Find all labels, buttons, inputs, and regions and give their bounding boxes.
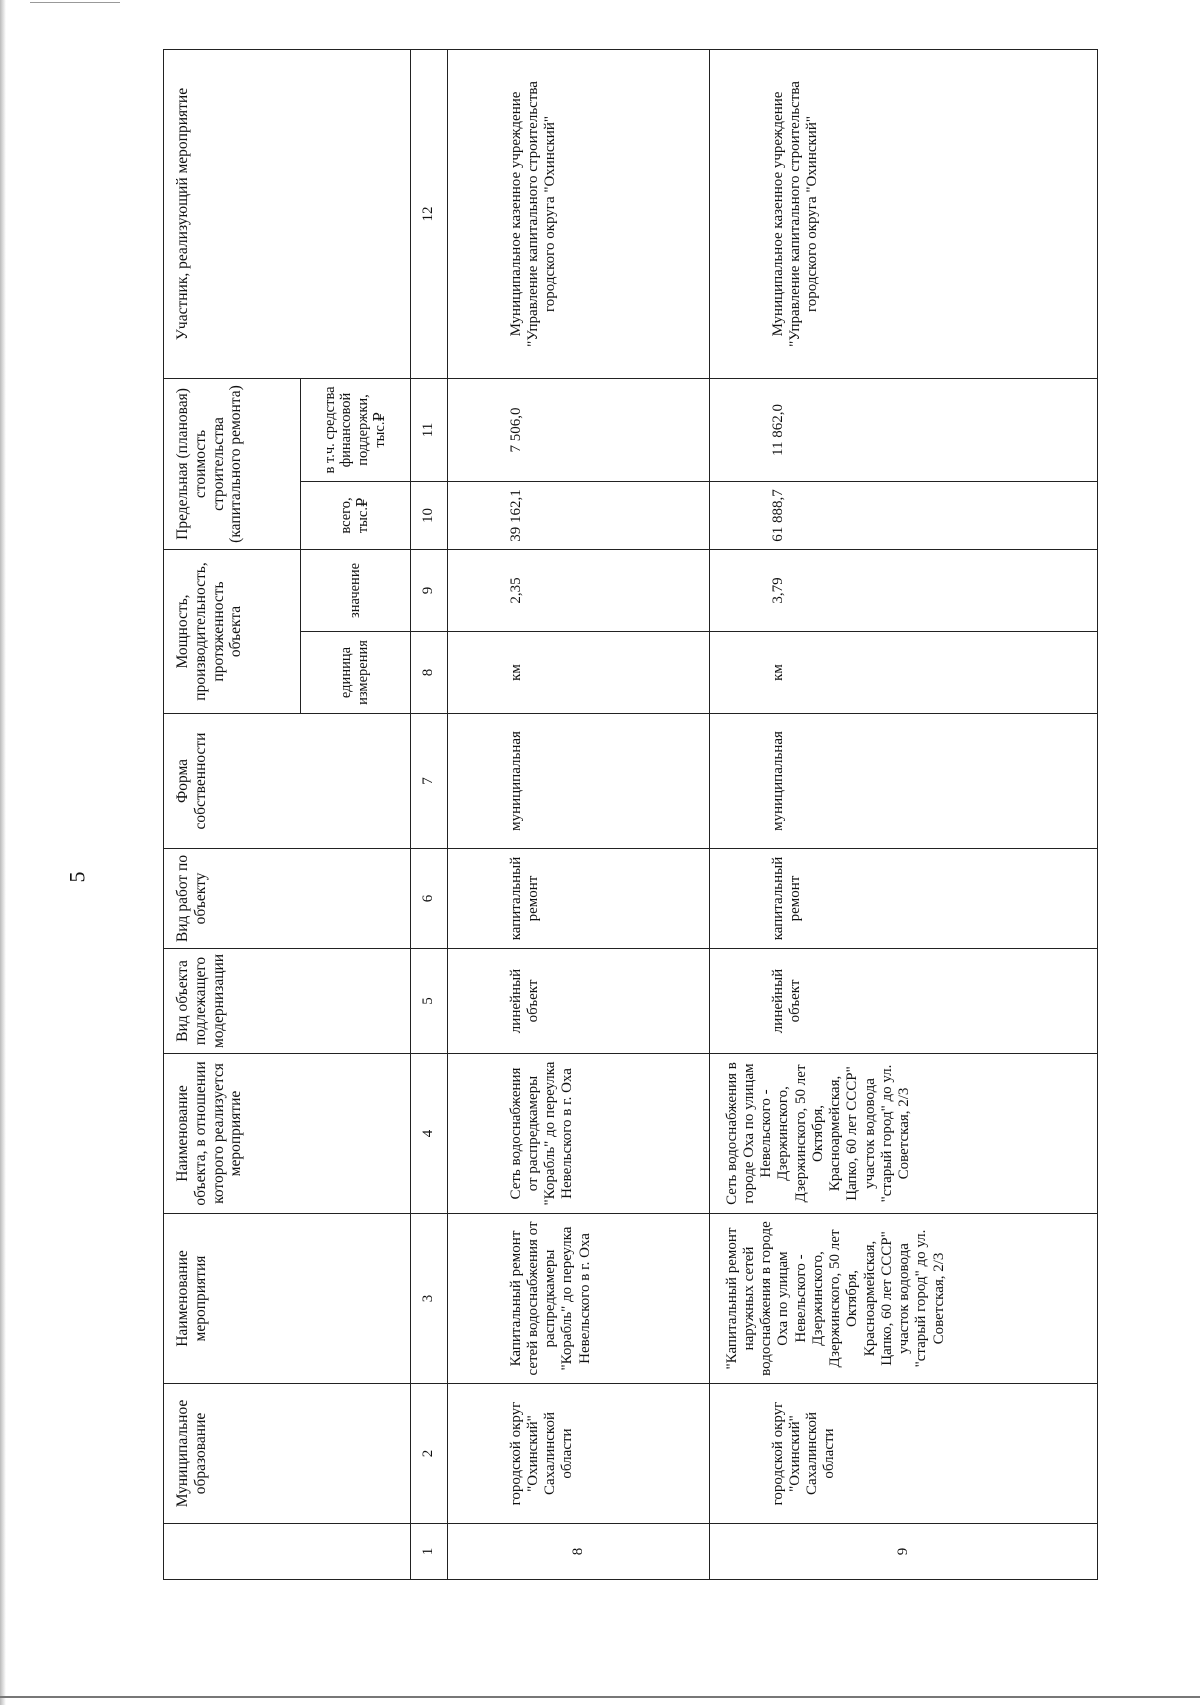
header-participant: Участник, реализующий мероприятие <box>164 49 411 378</box>
column-number: 9 <box>410 549 447 631</box>
object-name-cell: Сеть водоснабжения в городе Оха по улицам Невельского - Дзержинского, Дзержинского, 50 лет Октября, Красноармейская, Цапко, 60 лет СССР" участок водовода "старый город" до ул. Советская, 2/3 <box>709 1054 1097 1214</box>
column-number: 7 <box>410 714 447 849</box>
projects-table <box>163 49 1098 1580</box>
column-number: 10 <box>410 481 447 549</box>
municipality-cell: городской округ "Охинский" Сахалинской области <box>709 1384 1097 1524</box>
header-ownership: Форма собственности <box>164 714 411 849</box>
column-number: 6 <box>410 849 447 949</box>
header-cost-support: в т.ч. средства финансовой поддержки, тыс.₽ <box>300 378 410 481</box>
measure-name-cell: "Капитальный ремонт наружных сетей водоснабжения в городе Оха по улицам Невельского - Дзержинского, Дзержинского, 50 лет Октября, Красноармейская, Цапко, 60 лет СССР" участок водовода "старый город" до ул. Советская, 2/3 <box>709 1214 1097 1384</box>
header-object-type: Вид объекта подлежащего модернизации <box>164 949 411 1054</box>
unit-cell: км <box>709 632 1097 714</box>
page-number: 5 <box>64 871 90 883</box>
column-number: 12 <box>410 49 447 378</box>
participant-cell: Муниципальное казенное учреждение "Управление капитального строительства городского округа "Охинский" <box>447 49 709 378</box>
work-type-cell: капитальный ремонт <box>709 849 1097 949</box>
header-object-name: Наименование объекта, в отношении которого реализуется мероприятие <box>164 1054 411 1214</box>
ownership-cell: муниципальная <box>709 714 1097 849</box>
value-cell: 3,79 <box>709 549 1097 631</box>
scan-left-edge <box>0 0 6 1705</box>
column-number: 8 <box>410 632 447 714</box>
cost-total-cell: 39 162,1 <box>447 481 709 549</box>
column-number-row <box>410 49 447 1579</box>
column-number: 2 <box>410 1384 447 1524</box>
table-row <box>709 49 1097 1579</box>
header-cost-total: всего, тыс.₽ <box>300 481 410 549</box>
object-name-cell: Сеть водоснабжения от распредкамеры "Корабль" до переулка Невельского в г. Оха <box>447 1054 709 1214</box>
scan-top-mark <box>30 2 120 3</box>
column-number: 5 <box>410 949 447 1054</box>
header-cost: Предельная (плановая) стоимость строительства (капитального ремонта) <box>164 378 301 549</box>
header-measure-name: Наименование мероприятия <box>164 1214 411 1384</box>
scan-bottom-edge <box>0 1696 1200 1698</box>
unit-cell: км <box>447 632 709 714</box>
column-number: 11 <box>410 378 447 481</box>
cost-support-cell: 11 862,0 <box>709 378 1097 481</box>
header-unit: единица измерения <box>300 632 410 714</box>
row-number: 8 <box>447 1524 709 1580</box>
column-number: 4 <box>410 1054 447 1214</box>
header-municipality: Муниципальное образование <box>164 1384 411 1524</box>
column-number: 1 <box>410 1524 447 1580</box>
table-row <box>447 49 709 1579</box>
cost-support-cell: 7 506,0 <box>447 378 709 481</box>
ownership-cell: муниципальная <box>447 714 709 849</box>
value-cell: 2,35 <box>447 549 709 631</box>
header-col1 <box>164 1524 411 1580</box>
participant-cell: Муниципальное казенное учреждение "Управление капитального строительства городского округа "Охинский" <box>709 49 1097 378</box>
cost-total-cell: 61 888,7 <box>709 481 1097 549</box>
header-work-type: Вид работ по объекту <box>164 849 411 949</box>
header-capacity: Мощность, производительность, протяженность объекта <box>164 549 301 713</box>
municipality-cell: городской округ "Охинский" Сахалинской области <box>447 1384 709 1524</box>
measure-name-cell: Капитальный ремонт сетей водоснабжения от распредкамеры "Корабль" до переулка Невельского в г. Оха <box>447 1214 709 1384</box>
rotated-table-container <box>163 50 1098 1580</box>
table-frame <box>163 50 1098 1580</box>
object-type-cell: линейный объект <box>447 949 709 1054</box>
work-type-cell: капитальный ремонт <box>447 849 709 949</box>
column-number: 3 <box>410 1214 447 1384</box>
row-number: 9 <box>709 1524 1097 1580</box>
object-type-cell: линейный объект <box>709 949 1097 1054</box>
header-value: значение <box>300 549 410 631</box>
